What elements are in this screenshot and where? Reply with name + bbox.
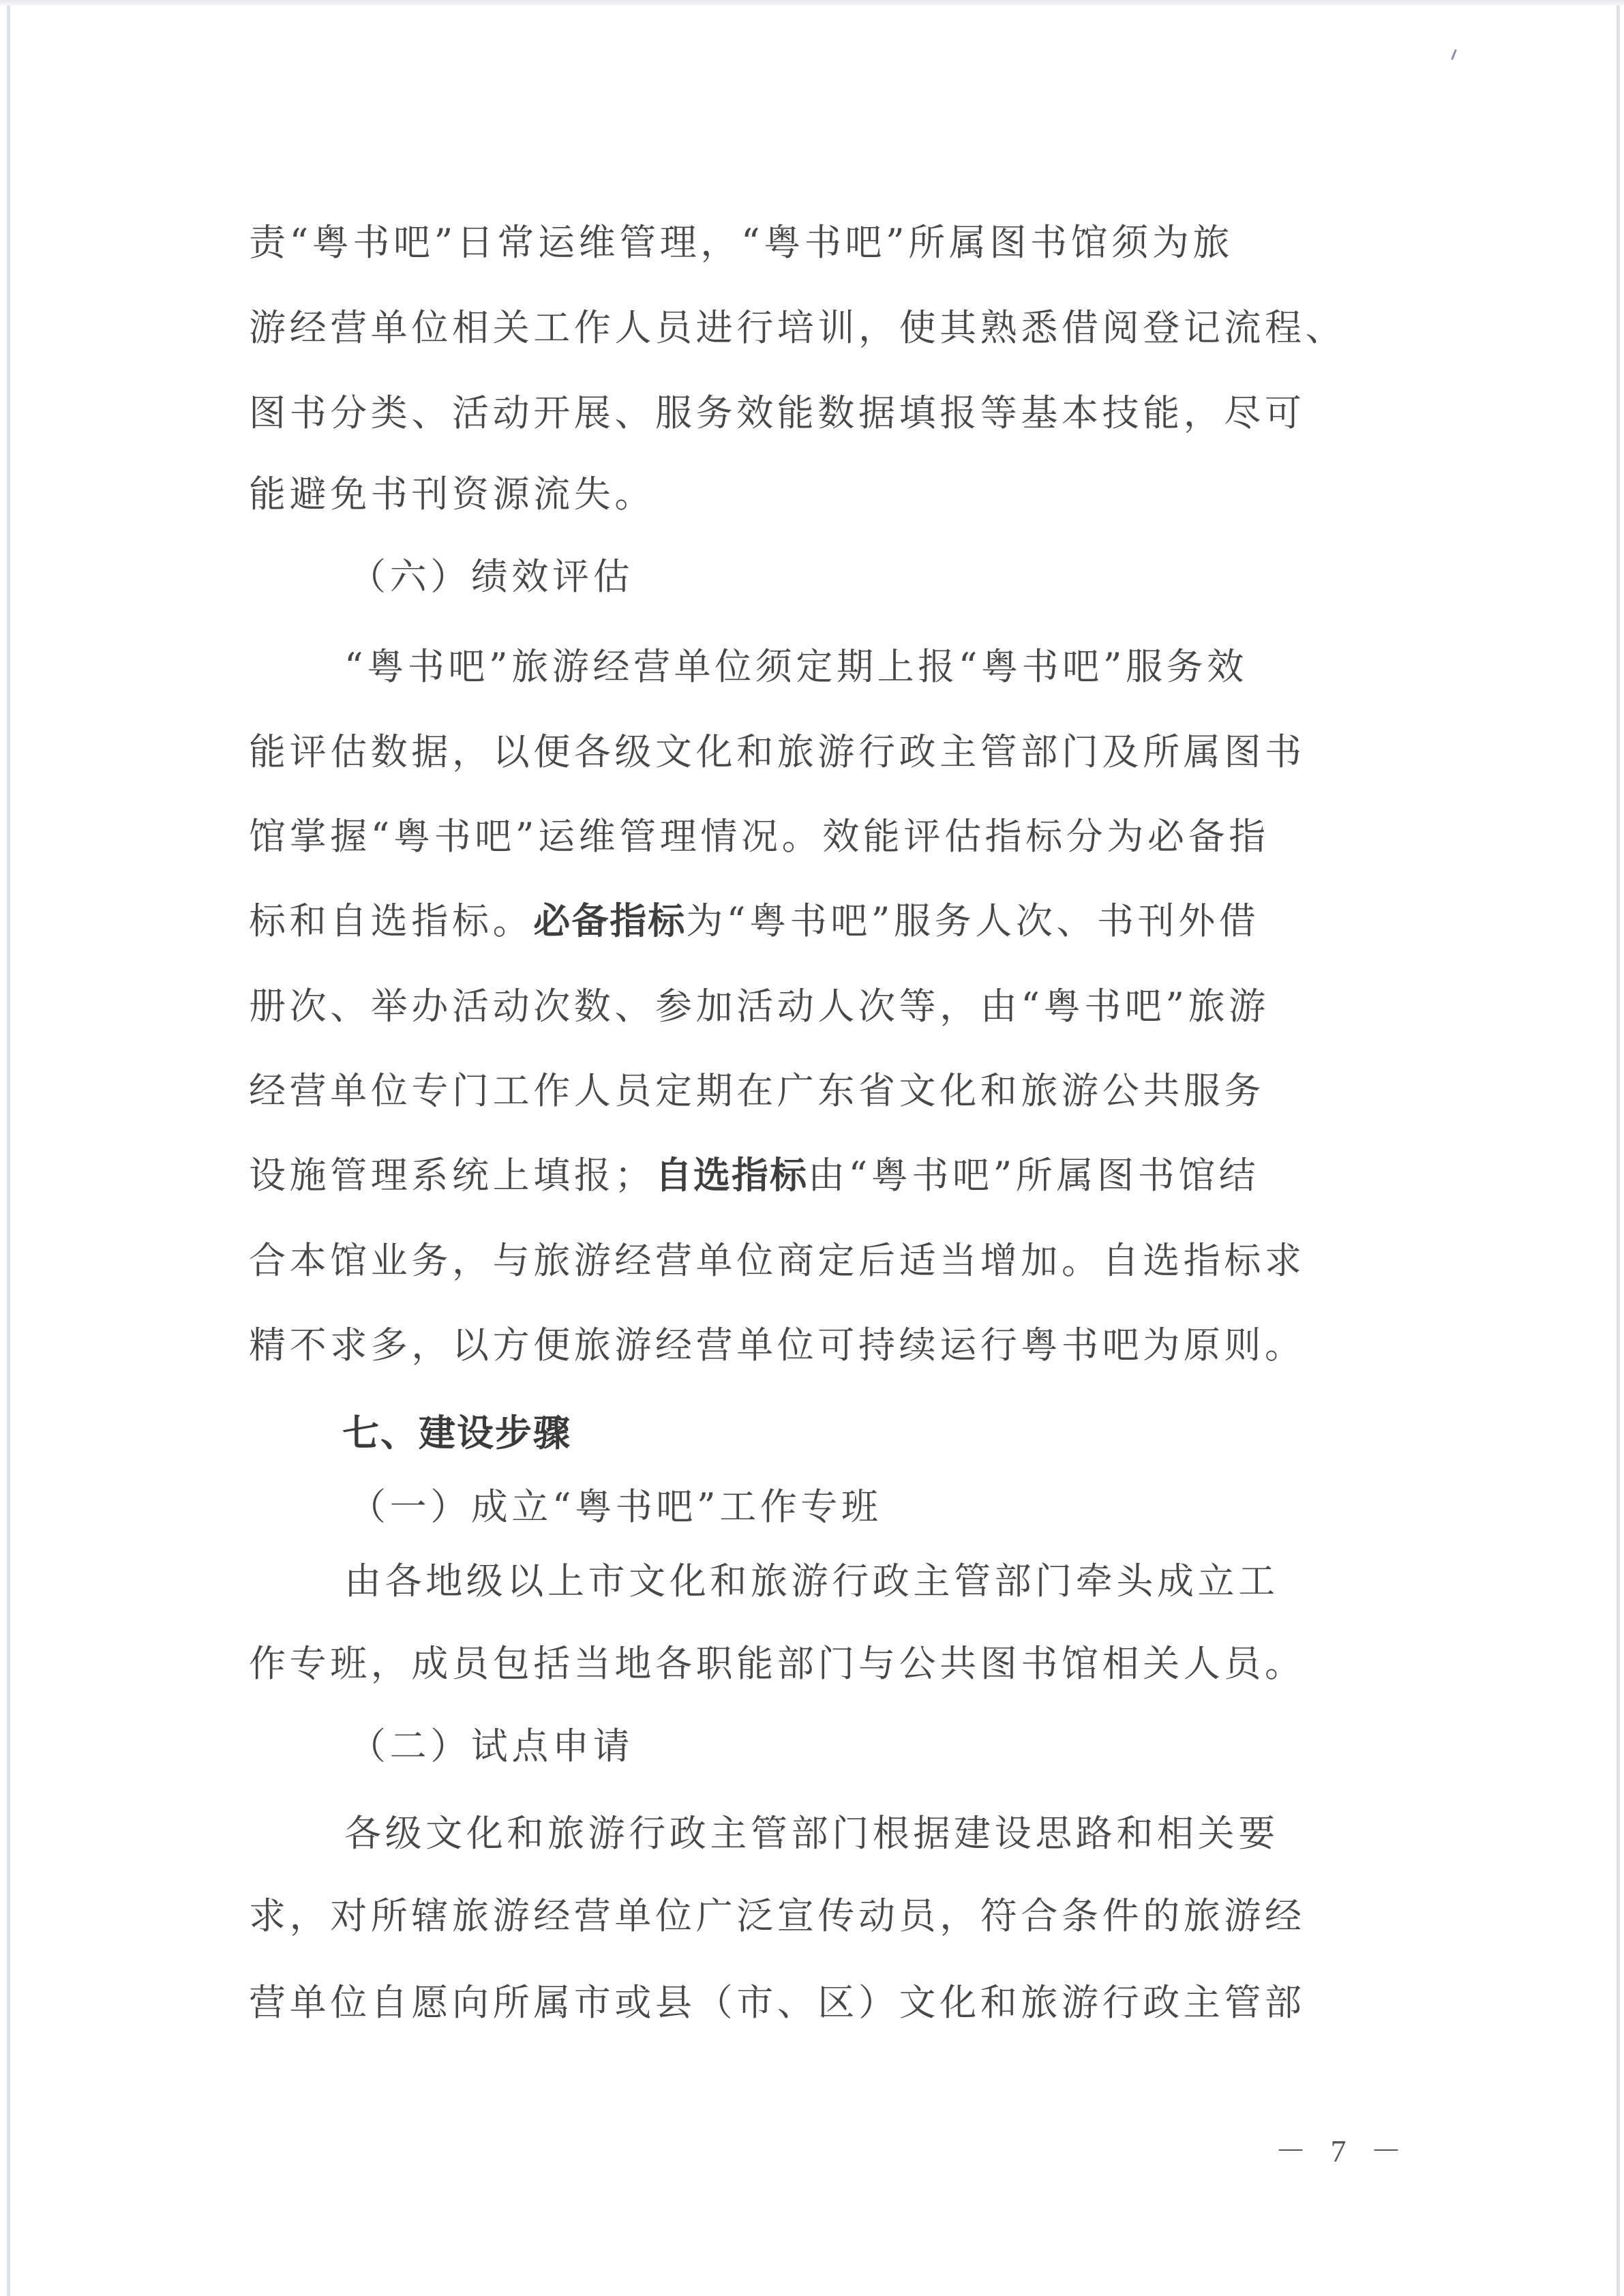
text-segment: 设施管理系统上填报； [249, 1154, 655, 1197]
body-line [249, 1064, 1394, 1118]
text-segment: 馆掌握“粤书吧”运维管理情况。效能评估指标分为必备指 [249, 815, 1269, 858]
text-segment: 游经营单位相关工作人员进行培训，使其熟悉借阅登记流程、 [249, 306, 1347, 349]
body-line [249, 386, 1394, 441]
text-segment: 册次、举办活动次数、参加活动人次等，由“粤书吧”旅游 [249, 985, 1269, 1028]
text-segment: 精不求多，以方便旅游经营单位可持续运行粤书吧为原则。 [249, 1324, 1306, 1367]
text-segment: 能避免书刊资源流失。 [249, 473, 655, 516]
text-segment: 各级文化和旅游行政主管部门根据建设思路和相关要 [344, 1812, 1279, 1855]
text-segment: 能评估数据，以便各级文化和旅游行政主管部门及所属图书 [249, 730, 1306, 773]
text-segment: 合本馆业务，与旅游经营单位商定后适当增加。自选指标求 [249, 1239, 1306, 1282]
text-segment: 求，对所辖旅游经营单位广泛宣传动员，符合条件的旅游经 [249, 1894, 1306, 1937]
text-segment: 标和自选指标。 [249, 899, 534, 942]
body-line [249, 1318, 1394, 1373]
text-segment: 经营单位专门工作人员定期在广东省文化和旅游公共服务 [249, 1069, 1265, 1112]
subsection-heading [349, 1719, 1494, 1774]
body-line [249, 1889, 1394, 1943]
text-segment: “粤书吧”旅游经营单位须定期上报“粤书吧”服务效 [344, 645, 1248, 688]
body-line [249, 809, 1394, 864]
body-line [249, 894, 1394, 949]
subsection-heading [349, 550, 1494, 604]
text-segment: 营单位自愿向所属市或县（市、区）文化和旅游行政主管部 [249, 1981, 1306, 2024]
subsection-heading [349, 1480, 1494, 1534]
text-segment: 由“粤书吧”所属图书馆结 [808, 1154, 1260, 1197]
body-line [249, 979, 1394, 1034]
body-line [249, 467, 1394, 522]
body-line [344, 1806, 1490, 1861]
subsection-7-1-title: （一）成立“粤书吧”工作专班 [349, 1485, 882, 1528]
body-line [344, 640, 1490, 694]
body-line [249, 1234, 1394, 1288]
section-heading [342, 1406, 1488, 1461]
text-segment: 图书分类、活动开展、服务效能数据填报等基本技能，尽可 [249, 391, 1306, 434]
text-segment: 责“粤书吧”日常运维管理，“粤书吧”所属图书馆须为旅 [249, 221, 1234, 264]
body-line [249, 215, 1394, 270]
emphasis-optional-indicators: 自选指标 [655, 1154, 808, 1197]
section-7-title: 七、建设步骤 [342, 1412, 571, 1455]
body-line [344, 1554, 1490, 1609]
body-line [249, 1637, 1394, 1691]
body-line [249, 1148, 1394, 1203]
body-line [249, 725, 1394, 779]
text-segment: 作专班，成员包括当地各职能部门与公共图书馆相关人员。 [249, 1642, 1306, 1685]
subsection-6-title: （六）绩效评估 [349, 555, 634, 598]
text-segment: 由各地级以上市文化和旅游行政主管部门牵头成立工 [344, 1560, 1279, 1602]
body-line [249, 301, 1394, 355]
text-segment: 为“粤书吧”服务人次、书刊外借 [686, 899, 1260, 942]
emphasis-required-indicators: 必备指标 [533, 899, 687, 942]
body-line [249, 1976, 1394, 2030]
page-number: － 7 － [1275, 2134, 1406, 2168]
subsection-7-2-title: （二）试点申请 [349, 1725, 634, 1768]
